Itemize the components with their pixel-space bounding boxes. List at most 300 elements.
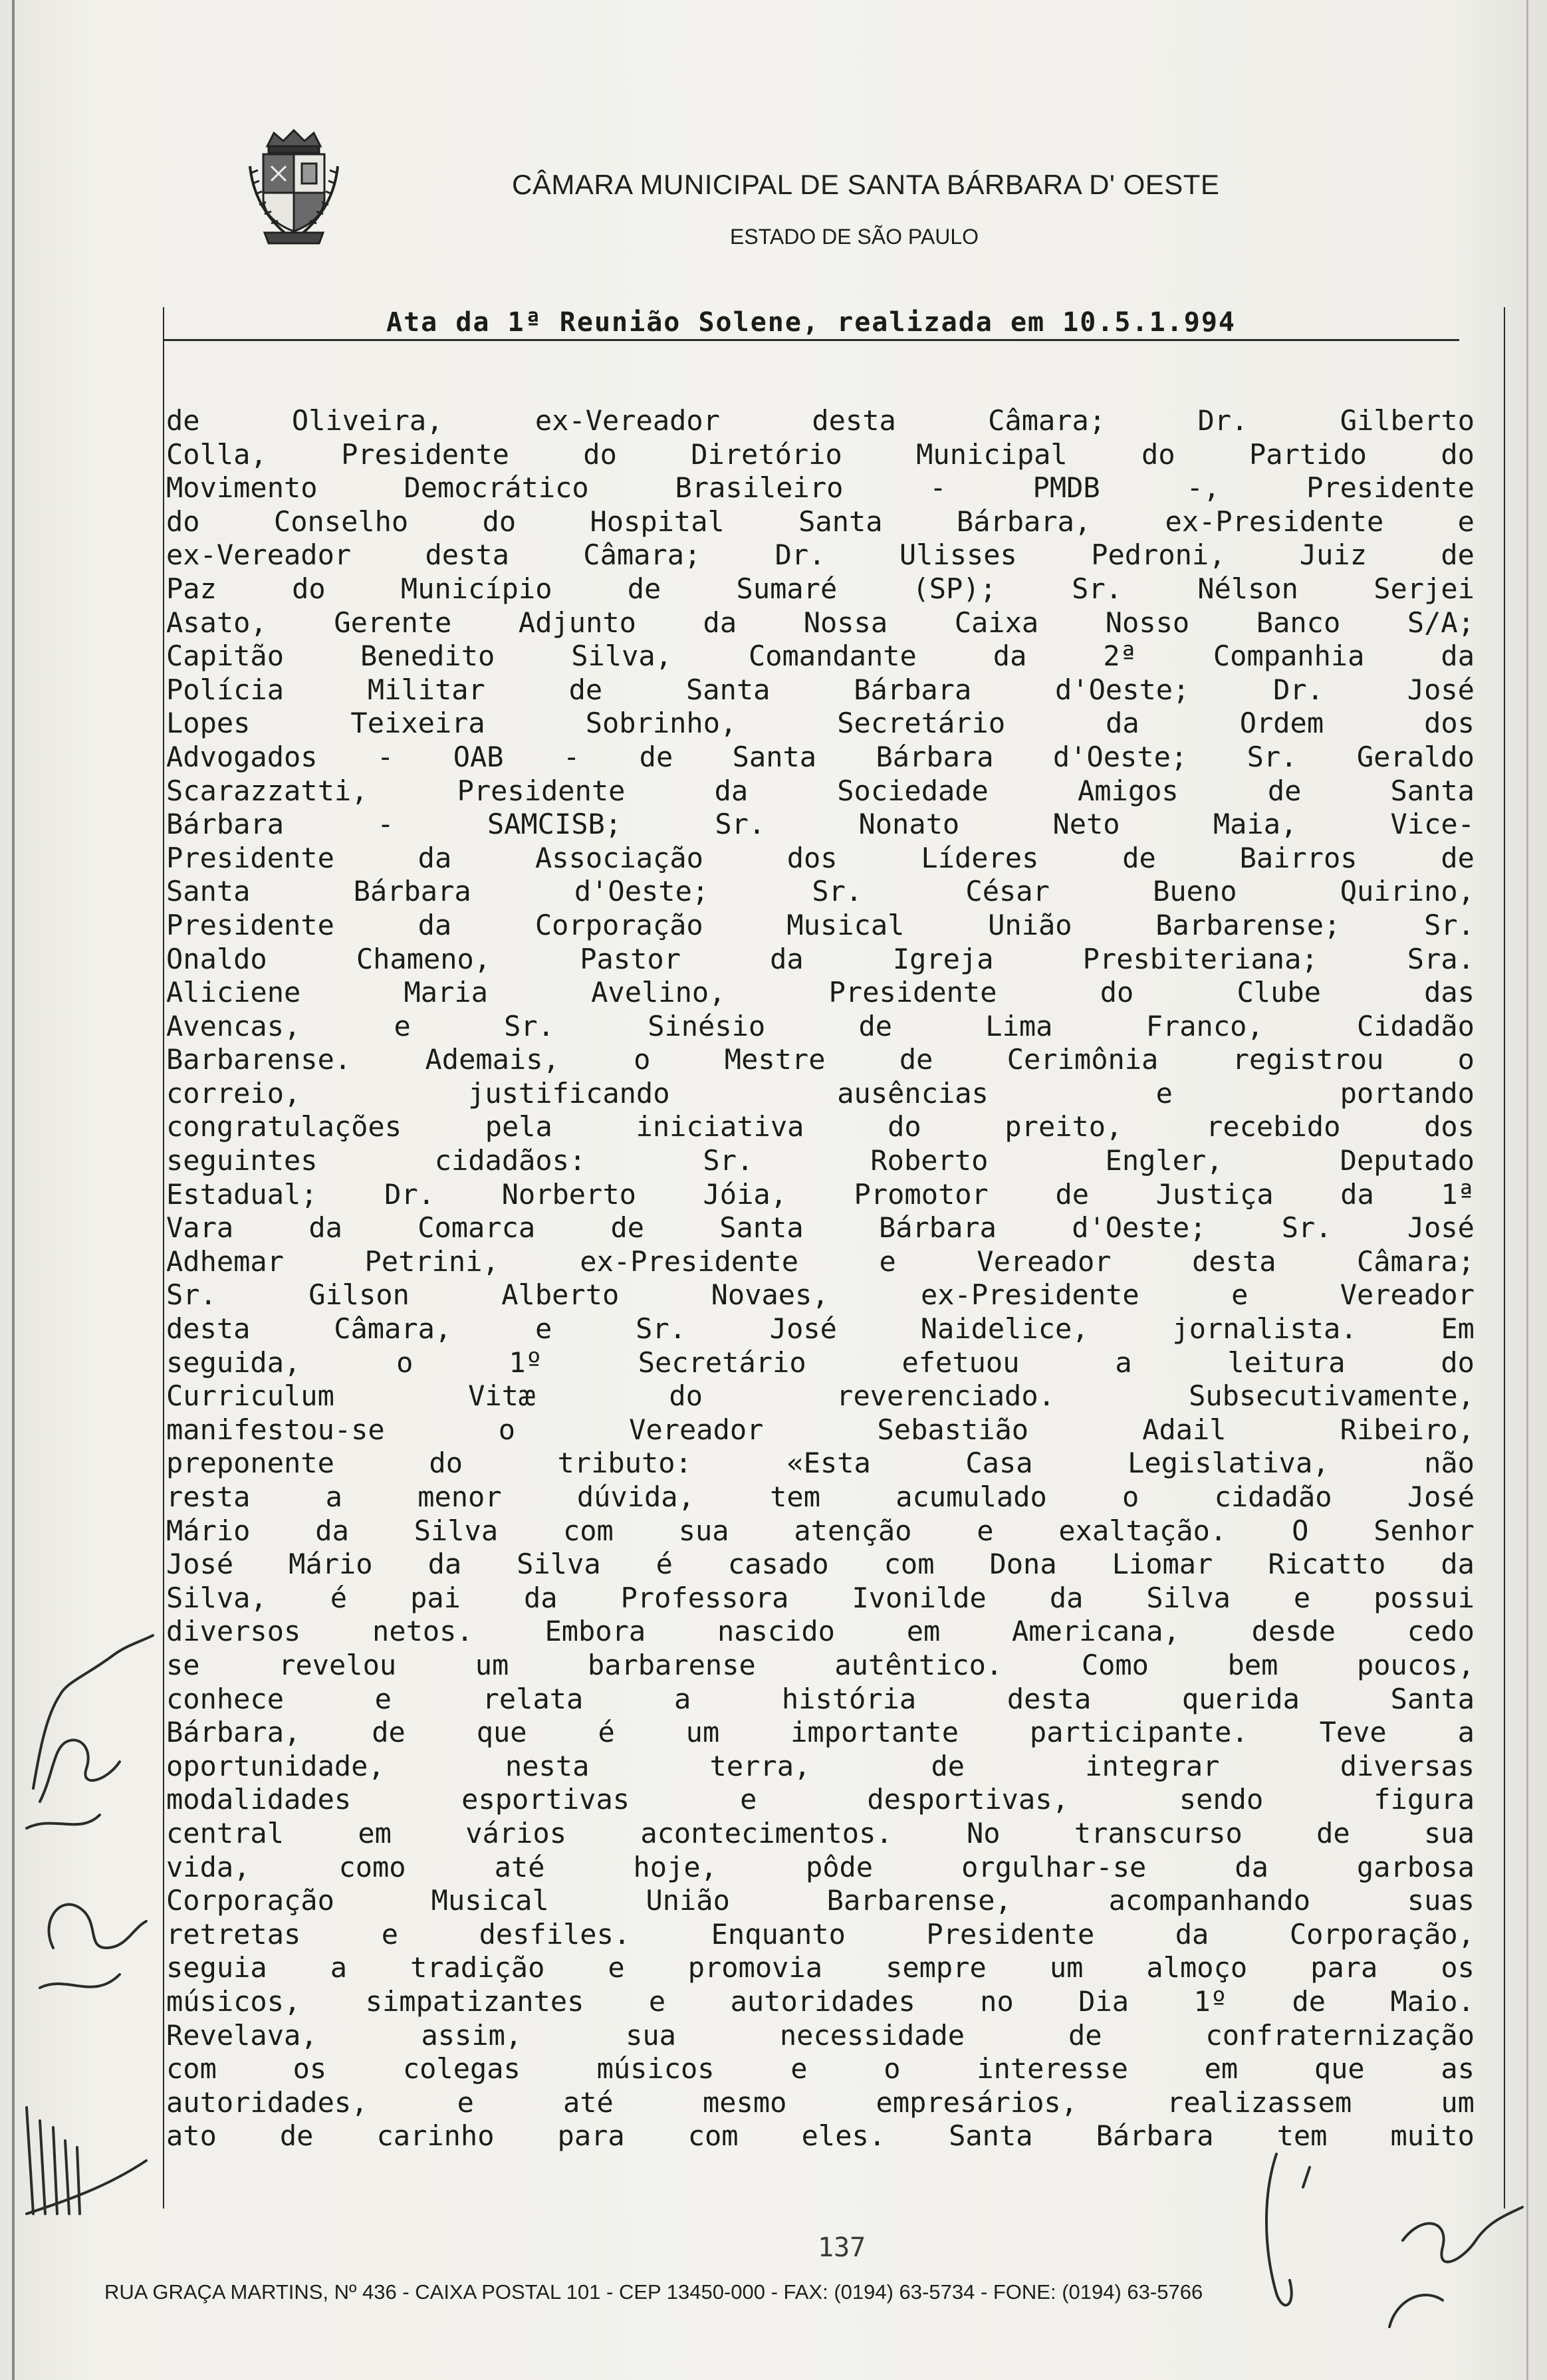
title-underline <box>163 339 1459 341</box>
word: diversos <box>166 1615 301 1648</box>
word: Mário <box>289 1548 373 1581</box>
word: Amigos <box>1077 774 1179 807</box>
state-name: ESTADO DE SÃO PAULO <box>730 225 979 249</box>
word: Sr. <box>1247 740 1298 773</box>
word: Bárbara <box>854 673 972 706</box>
word: do <box>1100 976 1134 1009</box>
word: da <box>308 1211 342 1245</box>
word: Sr. <box>166 1278 217 1312</box>
word: com <box>562 1514 614 1547</box>
word: desfiles. <box>479 1917 631 1951</box>
word: integrar <box>1085 1749 1220 1782</box>
word: como <box>338 1850 406 1883</box>
word: revelou <box>279 1648 397 1681</box>
word: Silva, <box>571 640 672 673</box>
word: um <box>1441 2085 1475 2119</box>
word: Lima <box>985 1009 1053 1042</box>
word: da <box>703 606 737 639</box>
word: para <box>557 2119 625 2153</box>
word: Barbarense, <box>826 1884 1012 1917</box>
word: Enquanto <box>711 1917 846 1951</box>
word: Musical <box>786 908 905 941</box>
word: No <box>966 1816 1001 1849</box>
word: até <box>562 2085 614 2119</box>
text-line <box>166 1178 1475 1212</box>
word: Senhor <box>1373 1514 1475 1547</box>
word: Maia, <box>1213 808 1298 841</box>
word: da <box>1175 1917 1209 1951</box>
word: José <box>166 1548 234 1581</box>
word: transcurso <box>1074 1816 1243 1849</box>
word: da <box>523 1581 558 1614</box>
text-line <box>166 1615 1475 1649</box>
word: Santa <box>719 1211 804 1245</box>
word: com <box>687 2119 739 2153</box>
word: das <box>1424 976 1475 1009</box>
word: tem <box>1276 2119 1328 2153</box>
word: Advogados <box>166 740 318 773</box>
word: da <box>770 942 804 975</box>
word: - <box>376 740 394 773</box>
text-line <box>166 1110 1475 1144</box>
text-line <box>166 640 1475 673</box>
word: José <box>1407 1211 1475 1245</box>
word: (SP); <box>912 572 997 605</box>
word: músicos, <box>166 1984 301 2018</box>
word: de <box>639 740 673 773</box>
word: Franco, <box>1145 1009 1264 1042</box>
word: desde <box>1251 1615 1336 1648</box>
text-line <box>166 1548 1475 1582</box>
word: Sociedade <box>837 774 989 807</box>
text-line <box>166 909 1475 943</box>
text-line <box>166 1649 1475 1683</box>
word: de <box>1068 2018 1102 2052</box>
word: de <box>1441 841 1475 874</box>
word: Bárbara <box>1096 2119 1214 2153</box>
word: importante <box>790 1716 959 1749</box>
word: 1º <box>509 1346 542 1379</box>
word: de <box>858 1009 893 1042</box>
text-line <box>166 1514 1475 1548</box>
word: de <box>1055 1177 1090 1211</box>
word: e <box>648 1984 666 2018</box>
word: eles. <box>801 2119 886 2153</box>
word: cedo <box>1407 1615 1475 1648</box>
word: Conselho <box>273 505 409 538</box>
word: o <box>884 2052 901 2085</box>
word: que <box>1314 2052 1365 2085</box>
text-line <box>166 1851 1475 1885</box>
word: Revelava, <box>166 2018 318 2052</box>
word: Ricatto <box>1268 1548 1386 1581</box>
word: reverenciado. <box>836 1379 1055 1413</box>
word: modalidades <box>166 1783 352 1816</box>
word: Ribeiro, <box>1340 1413 1475 1446</box>
text-line <box>166 1683 1475 1717</box>
word: Presidente <box>926 1917 1095 1951</box>
word: do <box>1441 437 1475 471</box>
word: Gerente <box>334 606 452 639</box>
word: Sinésio <box>648 1009 766 1042</box>
word: Jóia, <box>703 1177 787 1211</box>
word: ato <box>166 2119 217 2153</box>
word: de <box>1441 538 1475 572</box>
word: atenção <box>794 1514 912 1547</box>
word: Sr. <box>504 1009 554 1042</box>
word: Sr. <box>1281 1211 1332 1245</box>
word: Juiz <box>1299 538 1367 572</box>
word: Sra. <box>1407 942 1475 975</box>
word: do <box>888 1110 921 1143</box>
word: sendo <box>1179 1783 1264 1816</box>
footer-address: RUA GRAÇA MARTINS, Nº 436 - CAIXA POSTAL 101 - CEP 13450-000 - FAX: (0194) 63-5734 - FONE: (0194) 63-5766 <box>104 2280 1203 2304</box>
word: do <box>166 505 200 538</box>
word: seguia <box>166 1951 267 1984</box>
word: manifestou-se <box>166 1413 385 1446</box>
word: bem <box>1227 1648 1278 1681</box>
word: Brasileiro <box>675 471 844 505</box>
word: 2ª <box>1103 640 1137 673</box>
word: Ulisses <box>899 538 1017 572</box>
word: Teve <box>1319 1716 1387 1749</box>
word: seguida, <box>166 1346 301 1379</box>
word: ex-Presidente <box>580 1245 799 1278</box>
word: Partido <box>1249 437 1367 471</box>
word: -, <box>1186 471 1221 505</box>
text-line <box>166 673 1475 707</box>
word: que <box>476 1716 527 1749</box>
word: preito, <box>1005 1110 1123 1143</box>
word: Líderes <box>921 841 1039 874</box>
word: muito <box>1390 2119 1475 2153</box>
word: ausências <box>837 1076 989 1110</box>
word: Nossa <box>803 606 888 639</box>
word: assim, <box>421 2018 523 2052</box>
word: Mário <box>166 1514 251 1547</box>
word: Santa <box>1390 774 1475 807</box>
word: tributo: <box>557 1447 692 1480</box>
word: Bairros <box>1239 841 1358 874</box>
word: promovia <box>687 1951 823 1984</box>
word: netos. <box>372 1615 473 1648</box>
word: Dr. <box>774 538 826 572</box>
institution-name: CÂMARA MUNICIPAL DE SANTA BÁRBARA D' OESTE <box>512 169 1220 200</box>
word: Dia <box>1078 1984 1130 2018</box>
word: e <box>879 1245 896 1278</box>
word: um <box>475 1648 509 1681</box>
text-line <box>166 2086 1475 2120</box>
word: Roberto <box>870 1144 989 1177</box>
word: Associação <box>535 841 703 874</box>
word: Neto <box>1052 808 1120 841</box>
word: ex-Vereador <box>535 404 720 437</box>
word: Bueno <box>1153 875 1237 908</box>
word: Democrático <box>404 471 589 505</box>
word: Maria <box>404 976 488 1009</box>
word: e <box>1457 505 1475 538</box>
word: Paz <box>166 572 217 605</box>
word: autêntico. <box>834 1648 1003 1681</box>
word: do <box>429 1447 463 1480</box>
word: Gilberto <box>1340 404 1475 437</box>
word: para <box>1310 1951 1378 1984</box>
word: Caixa <box>954 606 1039 639</box>
word: Serjei <box>1373 572 1475 605</box>
word: Barbarense. <box>166 1043 352 1076</box>
word: Asato, <box>166 606 267 639</box>
word: nesta <box>505 1749 590 1782</box>
word: da <box>1441 640 1475 673</box>
word: Bárbara <box>876 740 994 773</box>
word: Americana, <box>1012 1615 1180 1648</box>
word: cidadãos: <box>434 1144 586 1177</box>
word: da <box>1235 1850 1268 1883</box>
word: autoridades, <box>166 2085 368 2119</box>
word: Clube <box>1237 976 1321 1009</box>
word: Vereador <box>629 1413 764 1446</box>
word: Hospital <box>590 505 725 538</box>
word: Dr. <box>1273 673 1324 706</box>
word: Vara <box>166 1211 234 1245</box>
word: e <box>381 1917 399 1951</box>
word: pela <box>485 1110 552 1143</box>
word: Presidente <box>166 908 334 941</box>
word: Silva <box>414 1514 499 1547</box>
word: Em <box>1441 1312 1475 1346</box>
word: a <box>673 1682 691 1715</box>
word: Adjunto <box>518 606 636 639</box>
word: Curriculum <box>166 1379 334 1413</box>
word: ex-Vereador <box>166 538 352 572</box>
word: de <box>372 1716 406 1749</box>
word: do <box>669 1379 703 1413</box>
word: e <box>535 1312 552 1346</box>
word: Sobrinho, <box>585 707 737 740</box>
text-line <box>166 1278 1475 1312</box>
word: Ordem <box>1239 707 1324 740</box>
text-line <box>166 1379 1475 1413</box>
word: Adail <box>1142 1413 1227 1446</box>
word: Engler, <box>1105 1144 1223 1177</box>
word: Geraldo <box>1356 740 1475 773</box>
word: de <box>1316 1816 1350 1849</box>
word: Presidente <box>828 976 997 1009</box>
word: casado <box>727 1548 829 1581</box>
word: Sr. <box>1072 572 1123 605</box>
word: terra, <box>709 1749 811 1782</box>
word: figura <box>1373 1783 1475 1816</box>
word: - <box>562 740 580 773</box>
word: de <box>931 1749 965 1782</box>
binding-edge <box>1526 0 1528 2380</box>
word: desta <box>812 404 896 437</box>
text-line <box>166 943 1475 977</box>
word: Cidadão <box>1356 1009 1475 1042</box>
word: e <box>1155 1076 1173 1110</box>
word: leitura <box>1227 1346 1346 1379</box>
word: da <box>1441 1548 1475 1581</box>
word: confraternização <box>1205 2018 1475 2052</box>
word: Pastor <box>580 942 681 975</box>
word: barbarense <box>587 1648 756 1681</box>
text-line <box>166 1716 1475 1750</box>
word: desportivas, <box>867 1783 1069 1816</box>
word: a <box>325 1481 342 1513</box>
text-line <box>166 404 1475 438</box>
word: Igreja <box>892 942 994 975</box>
word: a <box>1457 1716 1475 1749</box>
word: Lopes <box>166 707 251 740</box>
word: Vereador <box>1340 1278 1475 1312</box>
word: sua <box>678 1514 729 1547</box>
word: Santa <box>798 505 883 538</box>
word: Colla, <box>166 437 267 471</box>
word: 1º <box>1193 1984 1228 2018</box>
text-line <box>166 438 1475 472</box>
word: Sr. <box>812 875 863 908</box>
text-line <box>166 572 1475 606</box>
word: Santa <box>166 875 251 908</box>
word: até <box>494 1850 545 1883</box>
word: Corporação <box>166 1884 334 1917</box>
word: José <box>769 1312 837 1346</box>
word: as <box>1441 2052 1475 2085</box>
word: Secretário <box>638 1346 806 1379</box>
word: de <box>610 1211 645 1245</box>
word: em <box>1204 2052 1239 2085</box>
word: S/A; <box>1407 606 1475 639</box>
word: Sebastião <box>877 1413 1029 1446</box>
word: um <box>1049 1951 1084 1984</box>
word: central <box>166 1816 285 1849</box>
text-line <box>166 1582 1475 1615</box>
word: Militar <box>367 673 485 706</box>
word: pai <box>410 1581 461 1614</box>
word: a <box>1115 1346 1132 1379</box>
margin-rule-right <box>1504 307 1505 2208</box>
word: sempre <box>886 1951 987 1984</box>
word: Sumaré <box>736 572 838 605</box>
word: retretas <box>166 1917 301 1951</box>
word: Legislativa, <box>1128 1447 1330 1480</box>
word: acontecimentos. <box>640 1816 893 1849</box>
word: Aliciene <box>166 976 301 1009</box>
word: dos <box>1424 1110 1475 1143</box>
word: Scarazzatti, <box>166 774 368 807</box>
word: desta <box>1007 1682 1092 1715</box>
word: iniciativa <box>636 1110 804 1143</box>
word: Cerimônia <box>1007 1043 1159 1076</box>
text-line <box>166 1481 1475 1514</box>
word: Município <box>400 572 552 605</box>
word: em <box>906 1615 941 1648</box>
word: de <box>899 1043 933 1076</box>
text-line <box>166 1884 1475 1918</box>
text-line <box>166 741 1475 774</box>
word: cidadão <box>1214 1481 1332 1513</box>
word: tem <box>770 1481 820 1513</box>
word: Avelino, <box>591 976 726 1009</box>
word: Deputado <box>1340 1144 1475 1177</box>
word: Bárbara <box>166 808 285 841</box>
word: preponente <box>166 1447 334 1480</box>
word: menor <box>417 1481 502 1513</box>
word: e <box>740 1783 757 1816</box>
word: conhece <box>166 1682 285 1715</box>
word: Embora <box>544 1615 646 1648</box>
text-line <box>166 976 1475 1010</box>
text-line <box>166 875 1475 909</box>
word: efetuou <box>901 1346 1020 1379</box>
word: César <box>965 875 1050 908</box>
word: Sr. <box>636 1312 686 1346</box>
word: interesse <box>977 2052 1128 2085</box>
word: d'Oeste; <box>1072 1211 1207 1245</box>
word: o <box>634 1043 651 1076</box>
word: Oliveira, <box>291 404 443 437</box>
word: Dr. <box>1197 404 1249 437</box>
word: Sr. <box>1424 908 1475 941</box>
word: a <box>330 1951 348 1984</box>
word: os <box>1441 1951 1475 1984</box>
word: Justiça <box>1155 1177 1274 1211</box>
word: Silva <box>517 1548 601 1581</box>
word: hoje, <box>633 1850 717 1883</box>
word: vida, <box>166 1850 251 1883</box>
word: SAMCISB; <box>487 808 622 841</box>
word: com <box>166 2052 217 2085</box>
minutes-body <box>166 404 1475 2153</box>
word: dúvida, <box>576 1481 695 1513</box>
word: e <box>1293 1581 1311 1614</box>
word: os <box>293 2052 327 2085</box>
text-line <box>166 1783 1475 1817</box>
word: Bárbara, <box>956 505 1092 538</box>
word: portando <box>1340 1076 1475 1110</box>
text-line <box>166 1010 1475 1044</box>
word: Naidelice, <box>920 1312 1089 1346</box>
text-line <box>166 1750 1475 1784</box>
word: necessidade <box>779 2018 965 2052</box>
word: empresários, <box>876 2085 1078 2119</box>
text-line <box>166 1245 1475 1279</box>
word: querida <box>1181 1682 1300 1715</box>
word: Comandante <box>748 640 917 673</box>
word: Vereador <box>977 1245 1112 1278</box>
word: - <box>377 808 394 841</box>
word: Gilson <box>308 1278 410 1312</box>
text-line <box>166 1951 1475 1985</box>
word: O <box>1292 1514 1309 1547</box>
word: PMDB <box>1032 471 1100 505</box>
word: e <box>608 1951 625 1984</box>
word: Silva, <box>166 1581 267 1614</box>
word: Santa <box>732 740 817 773</box>
word: dos <box>786 841 838 874</box>
word: Nonato <box>858 808 960 841</box>
text-line <box>166 1346 1475 1380</box>
word: é <box>598 1716 615 1749</box>
word: do <box>1441 1346 1475 1379</box>
word: poucos, <box>1356 1648 1475 1681</box>
word: de <box>166 404 200 437</box>
text-line <box>166 1985 1475 2019</box>
word: da <box>315 1514 349 1547</box>
word: Maio. <box>1390 1984 1475 2018</box>
word: Municipal <box>916 437 1068 471</box>
word: em <box>358 1816 392 1849</box>
